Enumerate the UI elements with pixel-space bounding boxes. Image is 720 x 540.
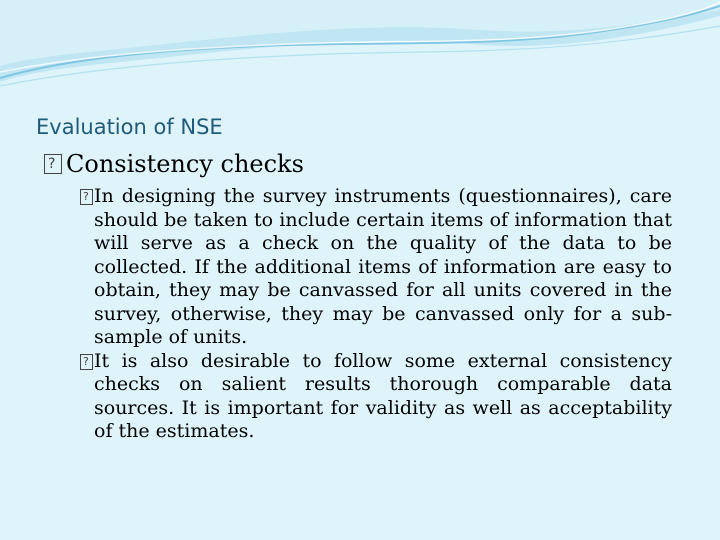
missing-glyph-box-icon xyxy=(80,189,93,205)
missing-glyph-box-icon xyxy=(80,354,93,370)
sub-point-text: In designing the survey instruments (questionnaires), care should be taken to include certain items of information that will serve as a check on the quality of the data to be collected. If the additional items of information are easy to obtain, they may be canvassed for all units covered in the survey, otherwise, they may be canvassed only for a sub-sample of units. xyxy=(94,185,672,348)
consistency-checks-heading xyxy=(44,150,674,178)
main-point-text: Consistency checks xyxy=(66,150,304,178)
sub-point-text: It is also desirable to follow some external consistency checks on salient results thorough comparable data sources. It is important for validity as well as acceptability of the estimates. xyxy=(94,349,672,442)
sub-point-2 xyxy=(60,350,672,444)
sub-point-list xyxy=(60,185,672,444)
sub-point-1 xyxy=(60,185,672,350)
top-wave-decoration xyxy=(0,0,720,90)
slide-title: Evaluation of NSE xyxy=(36,115,223,139)
missing-glyph-box-icon xyxy=(44,154,62,174)
